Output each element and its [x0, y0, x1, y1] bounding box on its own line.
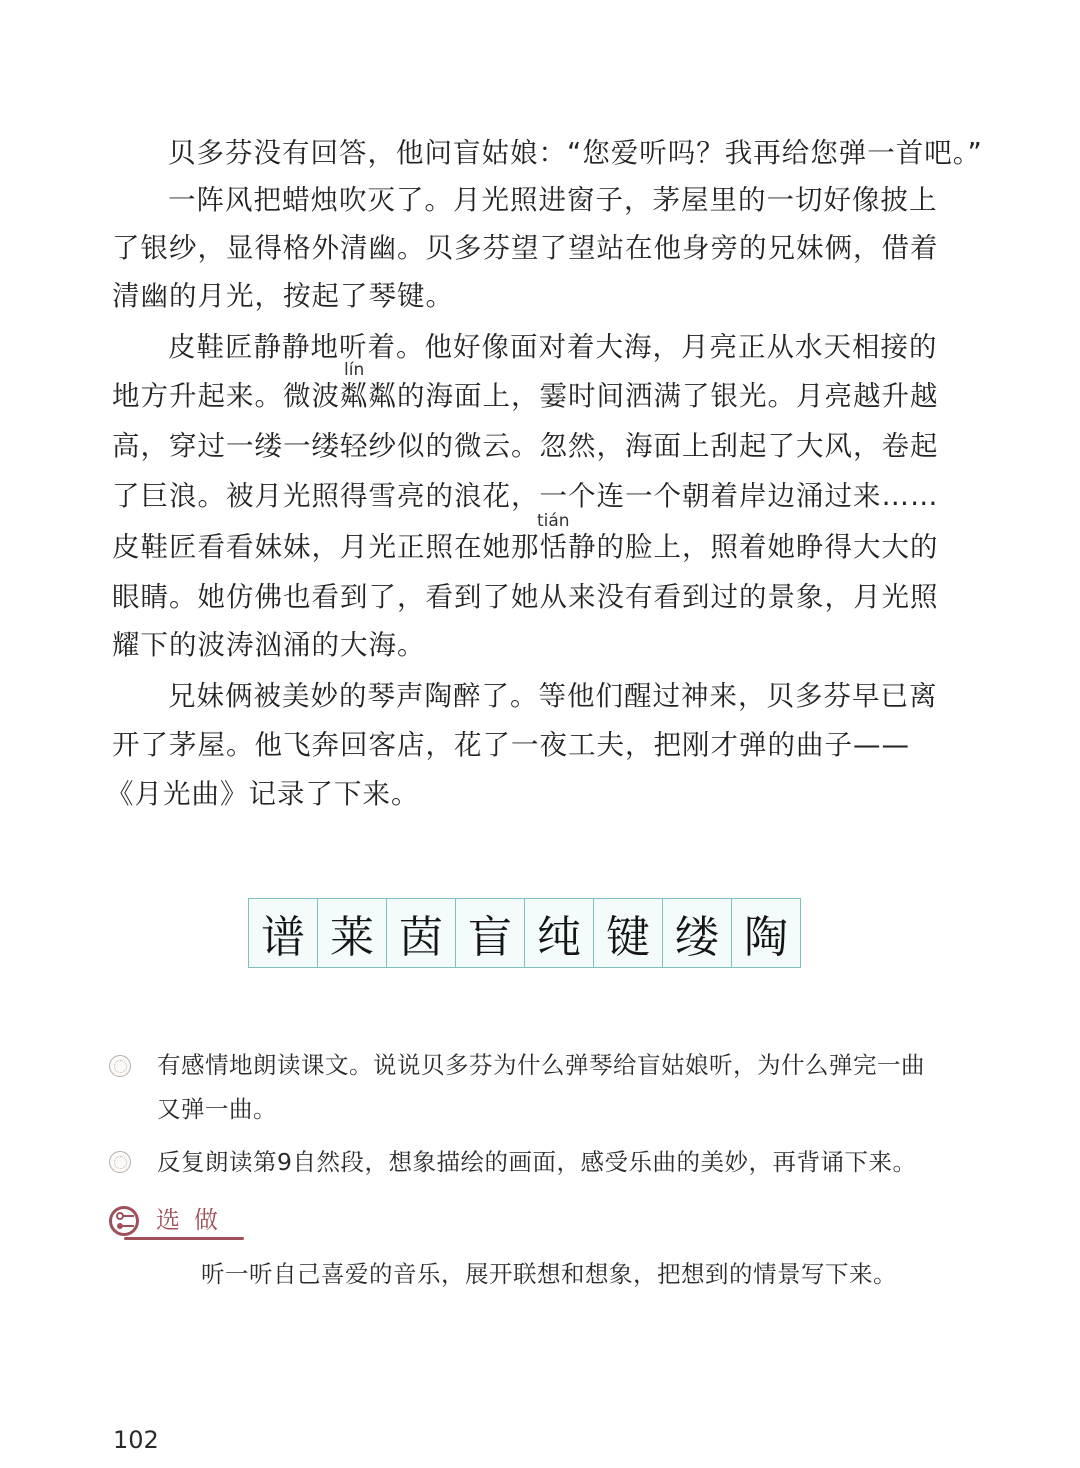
char-cell: 纯: [525, 899, 594, 967]
exercise-1-line-1: 有感情地朗读课文。说说贝多芬为什么弹琴给盲姑娘听，为什么弹完一曲: [157, 1051, 925, 1079]
char-cell: 陶: [744, 912, 788, 963]
paragraph-2-line-3: 清幽的月光，按起了琴键。: [112, 280, 454, 312]
paragraph-4-line-1: 兄妹俩被美妙的琴声陶醉了。等他们醒过神来，贝多芬早已离: [168, 680, 938, 712]
char-cell: 键: [594, 899, 663, 967]
pinyin-lin: lín: [344, 360, 365, 380]
paragraph-2-line-2: 了银纱，显得格外清幽。贝多芬望了望站在他身旁的兄妹俩，借着: [112, 232, 939, 264]
new-characters-grid: [248, 898, 801, 968]
char-cell: 缕: [663, 899, 732, 967]
char-cell: 谱: [249, 899, 318, 967]
paragraph-3-line-1: 皮鞋匠静静地听着。他好像面对着大海，月亮正从水天相接的: [168, 331, 938, 363]
exercise-1-line-2: 又弹一曲。: [157, 1095, 277, 1123]
paragraph-4-line-2: 开了茅屋。他飞奔回客店，花了一夜工夫，把刚才弹的曲子——: [112, 729, 910, 761]
optional-task-text: 听一听自己喜爱的音乐，展开联想和想象，把想到的情景写下来。: [201, 1260, 897, 1288]
exercise-2-line-1: 反复朗读第9自然段，想象描绘的画面，感受乐曲的美妙，再背诵下来。: [157, 1148, 917, 1176]
flower-medallion-icon: [109, 1055, 131, 1077]
paragraph-3-line-4: 了巨浪。被月光照得雪亮的浪花，一个连一个朝着岸边涌过来……: [112, 480, 939, 512]
char-cell: 茵: [387, 899, 456, 967]
paragraph-4-line-3: 《月光曲》记录了下来。: [106, 778, 420, 810]
char-cell: 莱: [318, 899, 387, 967]
section-underline: [124, 1237, 244, 1240]
paragraph-1-line-1: 贝多芬没有回答，他问盲姑娘：“您爱听吗？我再给您弹一首吧。”: [168, 137, 983, 169]
paragraph-3-line-3: 高，穿过一缕一缕轻纱似的微云。忽然，海面上刮起了大风，卷起: [112, 430, 939, 462]
flower-medallion-icon: [109, 1151, 131, 1173]
paragraph-3-line-5: 皮鞋匠看看妹妹，月光正照在她那恬静的脸上，照着她睁得大大的: [112, 531, 939, 563]
paragraph-3-line-2: 地方升起来。微波粼粼的海面上，霎时间洒满了银光。月亮越升越: [112, 380, 939, 412]
paragraph-3-line-6: 眼睛。她仿佛也看到了，看到了她从来没有看到过的景象，月光照: [112, 581, 939, 613]
optional-section-label: 选做: [156, 1206, 232, 1234]
page-number: 102: [113, 1426, 159, 1454]
paragraph-3-line-7: 耀下的波涛汹涌的大海。: [112, 629, 426, 661]
optional-section-header: [108, 1203, 248, 1241]
char-cell: 盲: [456, 899, 525, 967]
paragraph-2-line-1: 一阵风把蜡烛吹灭了。月光照进窗子，茅屋里的一切好像披上: [168, 184, 938, 216]
optional-task-icon: [108, 1205, 140, 1237]
pinyin-tian: tián: [537, 511, 570, 531]
